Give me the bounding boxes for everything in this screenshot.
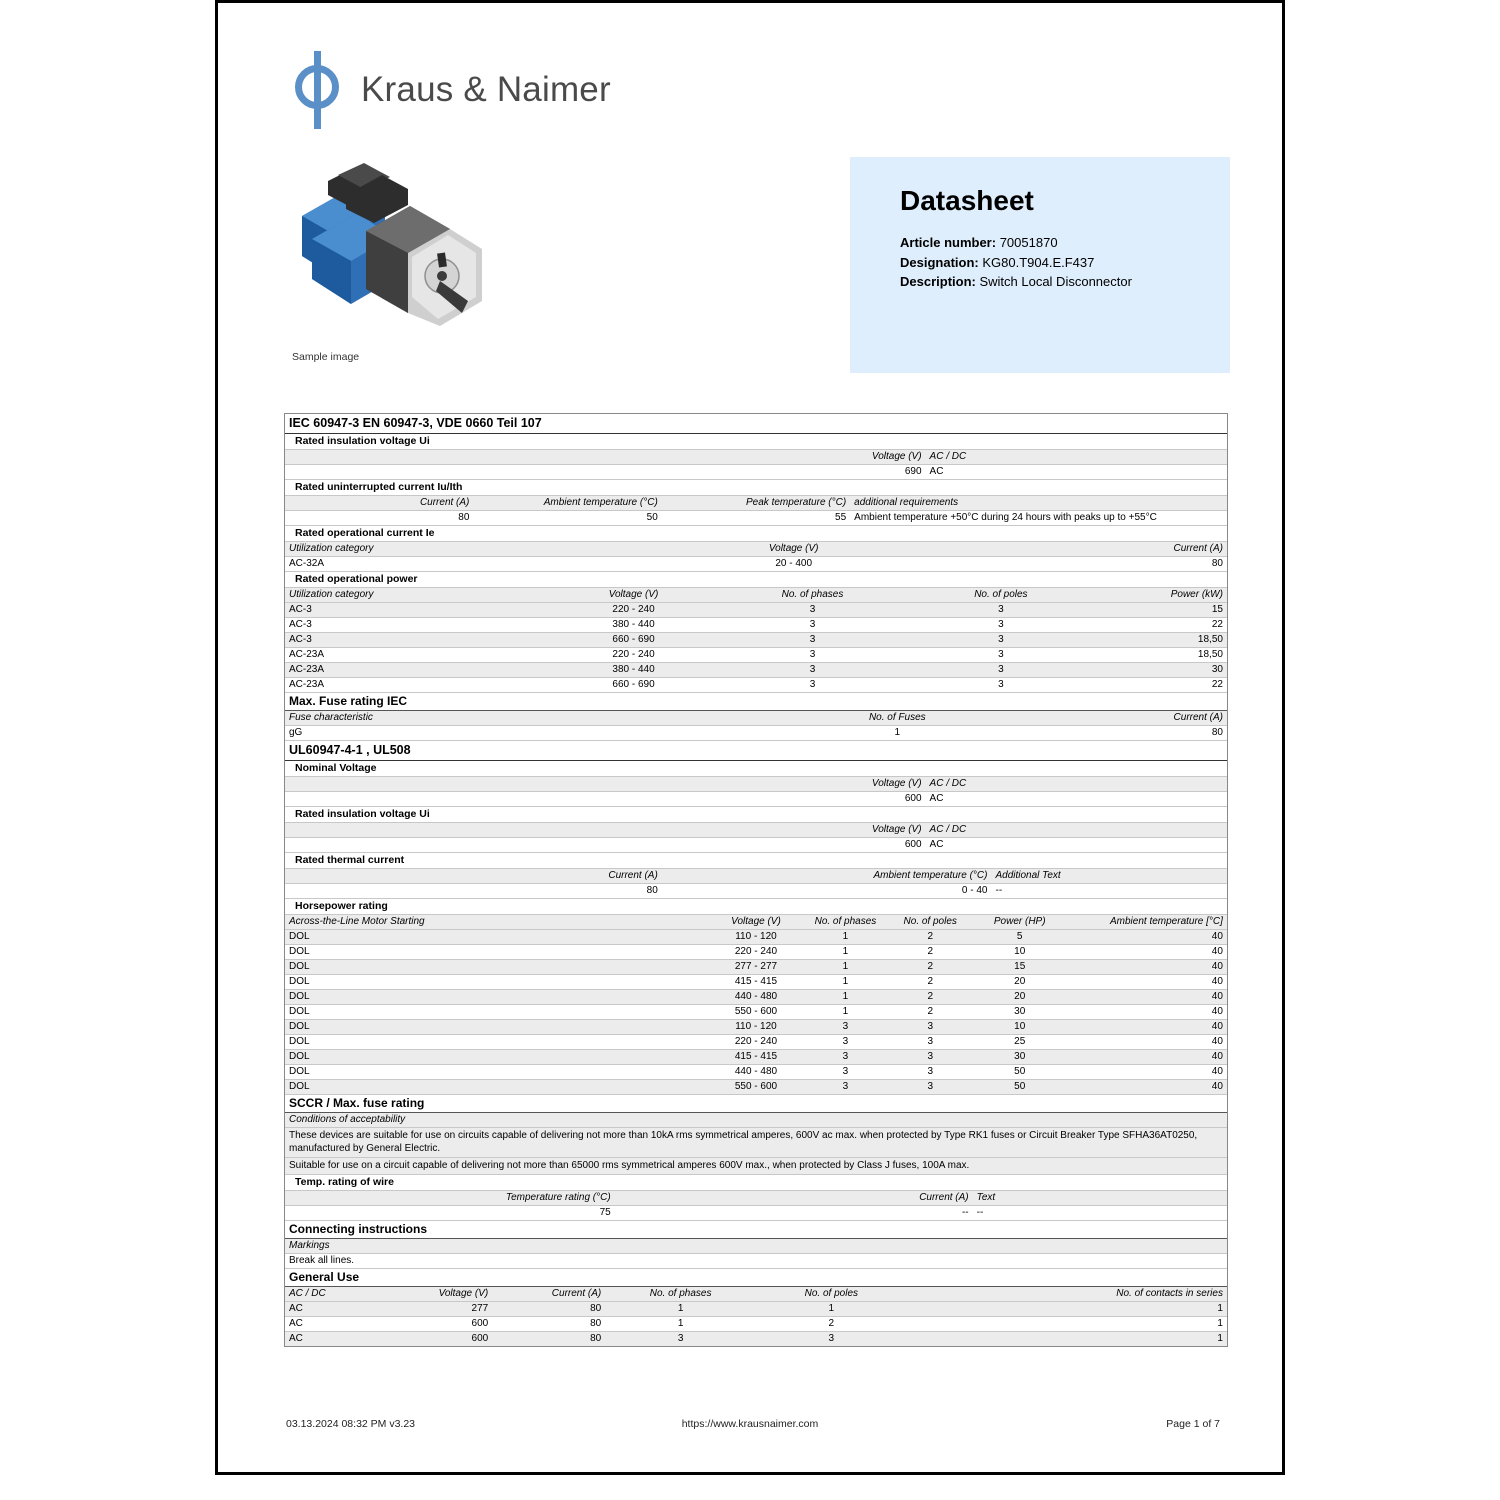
subsection-max-fuse-iec: Max. Fuse rating IEC xyxy=(285,693,1227,711)
subsection-general-use: General Use xyxy=(285,1269,1227,1287)
table-row: DOL 110 - 120 1 2 5 40 xyxy=(285,930,1227,945)
sccr-note-2: Suitable for use on a circuit capable of delivering not more than 65000 rms symmetrical amperes 600V max., when protected by Class J fuses, 100A max. xyxy=(285,1158,1227,1175)
table-header-row: AC / DC Voltage (V) Current (A) No. of phases No. of poles No. of contacts in series xyxy=(285,1287,1227,1302)
table-header-row: Voltage (V) AC / DC xyxy=(285,450,1227,465)
table-row: DOL 415 - 415 3 3 30 40 xyxy=(285,1050,1227,1065)
conditions-of-acceptability-label: Conditions of acceptability xyxy=(285,1113,1227,1128)
table-row: 75 -- -- xyxy=(285,1206,1227,1221)
table-row: DOL 220 - 240 3 3 25 40 xyxy=(285,1035,1227,1050)
table-row: AC-32A 20 - 400 80 xyxy=(285,557,1227,572)
subsection-temp-rating-wire: Temp. rating of wire xyxy=(285,1175,1227,1191)
table-row: DOL 440 - 480 1 2 20 40 xyxy=(285,990,1227,1005)
datasheet-meta xyxy=(900,233,1132,292)
table-header-row: Across-the-Line Motor Starting Voltage (V) No. of phases No. of poles Power (HP) Ambient temperature [°C] xyxy=(285,915,1227,930)
table-header-row: Voltage (V) AC / DC xyxy=(285,823,1227,838)
subsection-rated-insulation-iec: Rated insulation voltage Ui xyxy=(285,434,1227,450)
datasheet-title: Datasheet xyxy=(900,185,1034,216)
designation-label: Designation: xyxy=(900,254,979,270)
subsection-rated-thermal-current: Rated thermal current xyxy=(285,853,1227,869)
markings-label: Markings xyxy=(285,1239,1227,1254)
subsection-rated-operational-power: Rated operational power xyxy=(285,572,1227,588)
phi-logo-icon xyxy=(291,51,347,129)
description-label: Description: xyxy=(900,274,976,289)
footer-url[interactable]: https://www.krausnaimer.com xyxy=(681,1418,819,1430)
table-header-row: Voltage (V) AC / DC xyxy=(285,777,1227,792)
table-row: 600 AC xyxy=(285,838,1227,853)
table-header-row: Fuse characteristic No. of Fuses Current (A) xyxy=(285,711,1227,726)
brand-name: Kraus & Naimer xyxy=(361,70,611,109)
designation-value: KG80.T904.E.F437 xyxy=(982,254,1095,270)
subsection-horsepower-rating: Horsepower rating xyxy=(285,899,1227,915)
table-row: AC-23A 380 - 440 3 3 30 xyxy=(285,663,1227,678)
table-row: DOL 277 - 277 1 2 15 40 xyxy=(285,960,1227,975)
table-row: 80 0 - 40 -- xyxy=(285,884,1227,899)
table-header-row: Current (A) Ambient temperature (°C) Additional Text xyxy=(285,869,1227,884)
sccr-note-1: These devices are suitable for use on circuits capable of delivering not more than 10kA rms symmetrical amperes, 600V ac max. when protected by Type RK1 fuses or Circuit Breaker Type SFHA36AT0250, manufactured by General Electric. xyxy=(285,1128,1227,1158)
section-iec-title: IEC 60947-3 EN 60947-3, VDE 0660 Teil 107 xyxy=(285,414,1227,434)
table-header-row: Utilization category Voltage (V) Current (A) xyxy=(285,542,1227,557)
table-row: AC 600 80 1 2 1 xyxy=(285,1317,1227,1332)
description-value: Switch Local Disconnector xyxy=(979,274,1132,289)
markings-text: Break all lines. xyxy=(285,1254,1227,1269)
specifications-table xyxy=(284,413,1228,1347)
table-row: AC-23A 220 - 240 3 3 18,50 xyxy=(285,648,1227,663)
datasheet-page xyxy=(215,0,1285,1475)
subsection-rated-operational-current: Rated operational current Ie xyxy=(285,526,1227,542)
table-row: 600 AC xyxy=(285,792,1227,807)
table-row: AC 277 80 1 1 1 xyxy=(285,1302,1227,1317)
table-row: DOL 440 - 480 3 3 50 40 xyxy=(285,1065,1227,1080)
article-number-label: Article number: xyxy=(900,235,997,250)
article-number-value: 70051870 xyxy=(999,235,1058,250)
table-header-row: Temperature rating (°C) Current (A) Text xyxy=(285,1191,1227,1206)
subsection-rated-uninterrupted: Rated uninterrupted current Iu/Ith xyxy=(285,480,1227,496)
brand-logo xyxy=(291,51,611,129)
subsection-rated-insulation-ul: Rated insulation voltage Ui xyxy=(285,807,1227,823)
subsection-nominal-voltage: Nominal Voltage xyxy=(285,761,1227,777)
table-row: AC-3 380 - 440 3 3 22 xyxy=(285,618,1227,633)
table-row: DOL 415 - 415 1 2 20 40 xyxy=(285,975,1227,990)
table-row: AC-23A 660 - 690 3 3 22 xyxy=(285,678,1227,693)
footer-page-number: Page 1 of 7 xyxy=(1166,1418,1220,1430)
footer-timestamp: 03.13.2024 08:32 PM v3.23 xyxy=(286,1418,416,1430)
table-row: DOL 550 - 600 1 2 30 40 xyxy=(285,1005,1227,1020)
table-header-row: Current (A) Ambient temperature (°C) Peak temperature (°C) additional requirements xyxy=(285,496,1227,511)
table-header-row: Utilization category Voltage (V) No. of phases No. of poles Power (kW) xyxy=(285,588,1227,603)
subsection-sccr: SCCR / Max. fuse rating xyxy=(285,1095,1227,1113)
table-row: DOL 550 - 600 3 3 50 40 xyxy=(285,1080,1227,1095)
page-header xyxy=(218,3,1282,363)
table-row: DOL 220 - 240 1 2 10 40 xyxy=(285,945,1227,960)
table-row: 80 50 55 Ambient temperature +50°C during 24 hours with peaks up to +55°C xyxy=(285,511,1227,526)
subsection-connecting-instructions: Connecting instructions xyxy=(285,1221,1227,1239)
table-row: gG 1 80 xyxy=(285,726,1227,741)
product-image xyxy=(290,161,490,336)
table-row: DOL 110 - 120 3 3 10 40 xyxy=(285,1020,1227,1035)
table-row: 690 AC xyxy=(285,465,1227,480)
table-row: AC 600 80 3 3 1 xyxy=(285,1332,1227,1346)
table-row: AC-3 660 - 690 3 3 18,50 xyxy=(285,633,1227,648)
image-caption: Sample image xyxy=(292,351,360,363)
section-ul-title: UL60947-4-1 , UL508 xyxy=(285,741,1227,761)
table-row: AC-3 220 - 240 3 3 15 xyxy=(285,603,1227,618)
datasheet-summary-box xyxy=(850,157,1230,373)
